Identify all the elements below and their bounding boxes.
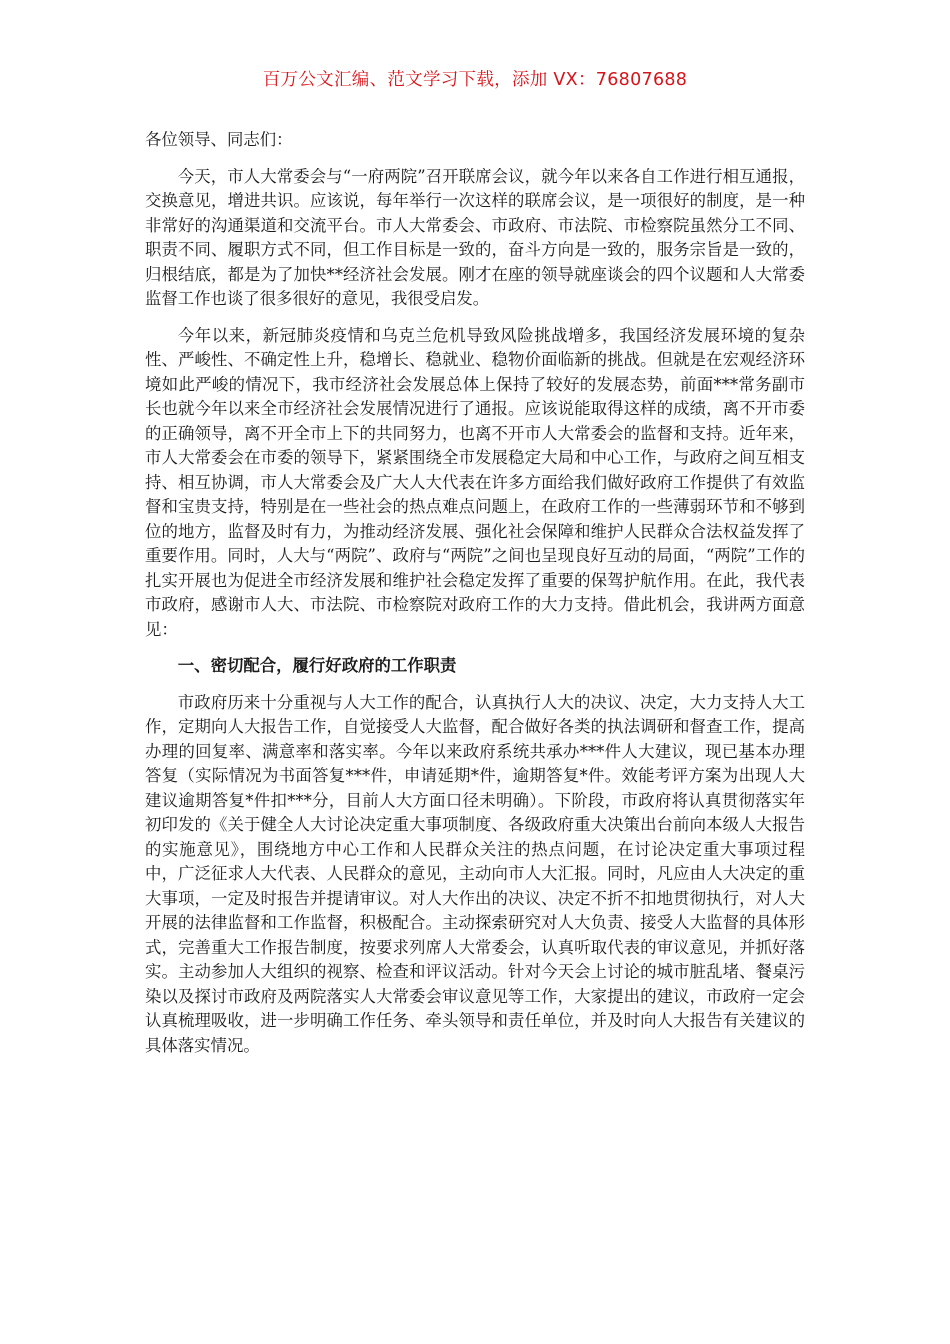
header-banner: 百万公文汇编、范文学习下载，添加 VX：76807688 [262,70,688,90]
section-1-paragraph: 市政府历来十分重视与人大工作的配合，认真执行人大的决议、决定，大力支持人大工作，定期向人大报告工作，自觉接受人大监督，配合做好各类的执法调研和督查工作，提高办理的回复率、满意率和落实率。今年以来政府系统共承办***件人大建议，现已基本办理答复（实际情况为书面答复***件，申请延期*件，逾期答复*件。效能考评方案为出现人大建议逾期答复*件扣***分，目前人大方面口径未明确）。下阶段，市政府将认真贯彻落实年初印发的《关于健全人大讨论决定重大事项制度、各级政府重大决策出台前向本级人大报告的实施意见》，围绕地方中心工作和人民群众关注的热点问题，在讨论决定重大事项过程中，广泛征求人大代表、人民群众的意见，主动向市人大汇报。同时，凡应由人大决定的重大事项，一定及时报告并提请审议。对人大作出的决议、决定不折不扣地贯彻执行，对人大开展的法律监督和工作监督，积极配合。主动探索研究对人大负责、接受人大监督的具体形式，完善重大工作报告制度，按要求列席人大常委会，认真听取代表的审议意见，并抓好落实。主动参加人大组织的视察、检查和评议活动。针对今天会上讨论的城市脏乱堵、餐桌污染以及探讨市政府及两院落实人大常委会审议意见等工作，大家提出的建议，市政府一定会认真梳理吸收，进一步明确工作任务、牵头领导和责任单位，并及时向人大报告有关建议的具体落实情况。 [145,692,805,1055]
body-paragraph-1: 今天，市人大常委会与“一府两院”召开联席会议，就今年以来各自工作进行相互通报，交换意见，增进共识。应该说，每年举行一次这样的联席会议，是一项很好的制度，是一种非常好的沟通渠道和交流平台。市人大常委会、市政府、市法院、市检察院虽然分工不同、职责不同、履职方式不同，但工作目标是一致的，奋斗方向是一致的，服务宗旨是一致的，归根结底，都是为了加快**经济社会发展。刚才在座的领导就座谈会的四个议题和人大常委监督工作也谈了很多很好的意见，我很受启发。 [145,166,805,308]
body-paragraph-2: 今年以来，新冠肺炎疫情和乌克兰危机导致风险挑战增多，我国经济发展环境的复杂性、严峻性、不确定性上升，稳增长、稳就业、稳物价面临新的挑战。但就是在宏观经济环境如此严峻的情况下，我市经济社会发展总体上保持了较好的发展态势，前面***常务副市长也就今年以来全市经济社会发展情况进行了通报。应该说能取得这样的成绩，离不开市委的正确领导，离不开全市上下的共同努力，也离不开市人大常委会的监督和支持。近年来，市人大常委会在市委的领导下，紧紧围绕全市发展稳定大局和中心工作，与政府之间互相支持、相互协调，市人大常委会及广大人大代表在许多方面给我们做好政府工作提供了有效监督和宝贵支持，特别是在一些社会的热点难点问题上，在政府工作的一些薄弱环节和不够到位的地方，监督及时有力，为推动经济发展、强化社会保障和维护人民群众合法权益发挥了重要作用。同时，人大与“两院”、政府与“两院”之间也呈现良好互动的局面，“两院”工作的扎实开展也为促进全市经济发展和维护社会稳定发挥了重要的保驾护航作用。在此，我代表市政府，感谢市人大、市法院、市检察院对政府工作的大力支持。借此机会，我讲两方面意见： [145,325,805,639]
salutation: 各位领导、同志们： [145,130,293,149]
document-body [145,128,805,1070]
section-heading-1: 一、密切配合，履行好政府的工作职责 [177,656,457,675]
